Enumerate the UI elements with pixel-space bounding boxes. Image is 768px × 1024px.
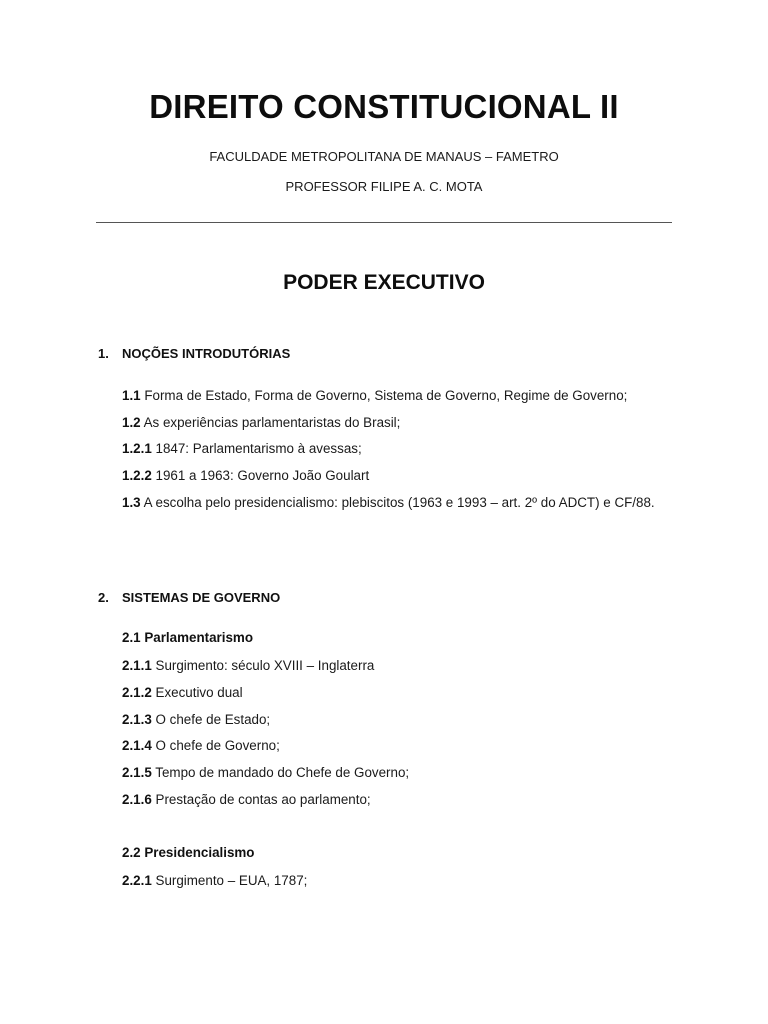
section-heading-text: NOÇÕES INTRODUTÓRIAS bbox=[122, 346, 291, 361]
institution-line: FACULDADE METROPOLITANA DE MANAUS – FAMETRO bbox=[209, 149, 559, 164]
item-text: Tempo de mandado do Chefe de Governo; bbox=[151, 765, 410, 780]
item-number: 2.1.5 bbox=[122, 765, 152, 780]
list-item bbox=[122, 409, 678, 436]
list-item bbox=[122, 489, 678, 516]
item-text: Executivo dual bbox=[151, 685, 243, 700]
item-text: Prestação de contas ao parlamento; bbox=[151, 792, 371, 807]
item-text: O chefe de Estado; bbox=[151, 712, 271, 727]
item-number: 2.1.1 bbox=[122, 658, 152, 673]
item-number: 1.2.2 bbox=[122, 468, 152, 483]
item-number: 2.1.2 bbox=[122, 685, 152, 700]
item-text: O chefe de Governo; bbox=[151, 738, 280, 753]
subsection-heading-presidencialismo: 2.2 Presidencialismo bbox=[122, 845, 255, 860]
item-text: Surgimento: século XVIII – Inglaterra bbox=[151, 658, 375, 673]
item-number: 2.1.4 bbox=[122, 738, 152, 753]
item-text: Surgimento – EUA, 1787; bbox=[151, 873, 308, 888]
section-heading-text: SISTEMAS DE GOVERNO bbox=[122, 590, 281, 605]
subsection-heading-parlamentarismo: 2.1 Parlamentarismo bbox=[122, 630, 253, 645]
list-item bbox=[122, 679, 678, 706]
list-item bbox=[122, 867, 678, 894]
item-text: Forma de Estado, Forma de Governo, Sistema de Governo, Regime de Governo; bbox=[140, 388, 628, 403]
item-number: 1.2.1 bbox=[122, 441, 152, 456]
item-number: 1.2 bbox=[122, 415, 141, 430]
item-number: 2.2.1 bbox=[122, 873, 152, 888]
item-number: 1.1 bbox=[122, 388, 141, 403]
document-title: DIREITO CONSTITUCIONAL II bbox=[149, 88, 619, 125]
item-text: 1961 a 1963: Governo João Goulart bbox=[151, 468, 370, 483]
item-number: 2.1.3 bbox=[122, 712, 152, 727]
list-item bbox=[122, 435, 678, 462]
professor-line: PROFESSOR FILIPE A. C. MOTA bbox=[285, 179, 483, 194]
item-text: As experiências parlamentaristas do Brasil; bbox=[140, 415, 401, 430]
list-item bbox=[122, 652, 678, 679]
list-item bbox=[122, 759, 678, 786]
section-heading-2 bbox=[98, 590, 280, 605]
list-item bbox=[122, 732, 678, 759]
item-number: 2.1.6 bbox=[122, 792, 152, 807]
item-text: 1847: Parlamentarismo à avessas; bbox=[151, 441, 362, 456]
section-number: 1. bbox=[98, 346, 109, 361]
list-item bbox=[122, 462, 678, 489]
list-item bbox=[122, 706, 678, 733]
section-title: PODER EXECUTIVO bbox=[283, 271, 485, 294]
list-item bbox=[122, 382, 678, 409]
horizontal-divider bbox=[96, 222, 672, 223]
item-text: A escolha pelo presidencialismo: plebiscitos (1963 e 1993 – art. 2º do ADCT) e CF/88. bbox=[140, 495, 655, 510]
section-heading-1 bbox=[98, 346, 290, 361]
section-number: 2. bbox=[98, 590, 109, 605]
item-number: 1.3 bbox=[122, 495, 141, 510]
list-item bbox=[122, 786, 678, 813]
